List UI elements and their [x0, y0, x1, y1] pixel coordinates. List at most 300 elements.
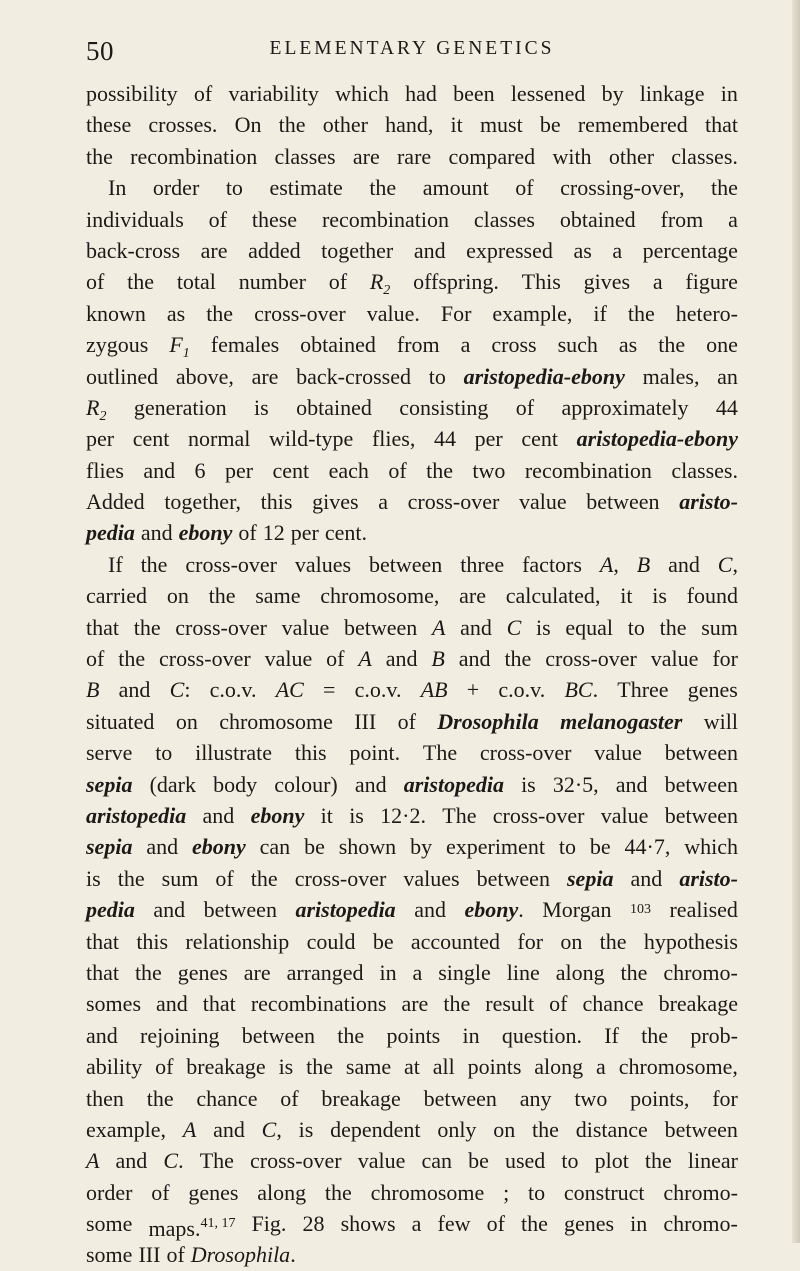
word: is [298, 1116, 314, 1142]
word: together, [164, 489, 242, 515]
text-line [86, 549, 738, 580]
word: the [641, 1022, 669, 1048]
word: c.o.v. [209, 677, 257, 703]
word: chromo- [663, 1211, 738, 1237]
word: few [437, 1211, 471, 1237]
word: females [210, 332, 280, 358]
word: A [432, 614, 446, 640]
word: sepia [86, 771, 133, 797]
word: between [203, 897, 277, 923]
word: between [586, 489, 660, 515]
word: On [234, 112, 262, 138]
word: to [558, 834, 576, 860]
word: = [323, 677, 336, 703]
word: chromosome [219, 708, 333, 734]
word: on [493, 1116, 516, 1142]
word: per [474, 426, 503, 452]
word: value. [366, 300, 420, 326]
word: Added [86, 489, 145, 515]
word: order [152, 175, 200, 201]
word: example, [86, 1116, 167, 1142]
word: aristo- [679, 865, 738, 891]
word: If [604, 1022, 619, 1048]
word: between [664, 771, 738, 797]
word: cent [272, 457, 310, 483]
word: same [255, 583, 301, 609]
text-line [86, 957, 738, 988]
word: only [437, 1116, 477, 1142]
word: that [86, 928, 119, 954]
word: to [561, 1148, 579, 1174]
word: $R_2$ [369, 269, 391, 299]
word: between [241, 1022, 316, 1048]
word: and [668, 551, 700, 577]
word: A [358, 646, 372, 672]
word: could [306, 928, 356, 954]
word: at [403, 1054, 420, 1080]
word: hetero- [675, 300, 738, 326]
word: is [652, 583, 667, 609]
word: points [467, 1054, 522, 1080]
word: cent. [324, 520, 367, 546]
word: cent [521, 426, 559, 452]
word: possibility [86, 81, 178, 106]
word: chance [196, 1085, 258, 1111]
word: ebony [250, 802, 305, 828]
word: and [153, 897, 186, 923]
word: sum [701, 614, 738, 640]
word: are [243, 959, 271, 985]
text-line [86, 78, 738, 109]
word: aristopedia-ebony [463, 363, 625, 389]
word: is [254, 394, 269, 420]
word: with [552, 143, 592, 169]
word: point. [349, 740, 401, 766]
word: for [712, 646, 738, 672]
text-line [86, 141, 738, 172]
page-number: 50 [86, 36, 114, 66]
text-line [86, 172, 738, 203]
word: the [443, 991, 471, 1017]
word: classes [274, 143, 336, 169]
word: shows [340, 1211, 396, 1237]
word: value [650, 646, 699, 672]
word: (dark [149, 771, 196, 797]
word: expressed [466, 237, 553, 263]
word: somes [86, 991, 141, 1017]
word: rare [396, 143, 432, 169]
text-line [86, 612, 738, 643]
word: of [151, 1179, 170, 1205]
word: chromo- [663, 959, 738, 985]
word: A [86, 1148, 100, 1174]
word: question. [501, 1022, 582, 1048]
body-text [86, 78, 738, 1271]
text-line [86, 831, 738, 862]
word: a [378, 489, 388, 515]
word: relationship [185, 928, 290, 954]
word: For [440, 300, 472, 326]
text-line [86, 298, 738, 329]
text-line [86, 800, 738, 831]
word: cross-over [159, 646, 251, 672]
word: B [636, 551, 651, 577]
word: the [532, 1116, 559, 1142]
word: by [601, 81, 624, 106]
text-line [86, 863, 738, 894]
word: in [630, 1211, 648, 1237]
word: aristo- [679, 489, 738, 515]
word: of [155, 1054, 174, 1080]
word: that [86, 959, 119, 985]
word: value [600, 802, 649, 828]
word: of [238, 520, 257, 546]
word: If [108, 551, 123, 577]
word: offspring. [413, 269, 499, 295]
word: classes [473, 206, 535, 232]
word: found [686, 583, 738, 609]
word: of [486, 1211, 505, 1237]
word: C [506, 614, 522, 640]
word: approximately [561, 394, 689, 420]
word: points, [630, 1085, 690, 1111]
word: value [281, 614, 330, 640]
word: $F_1$ [169, 332, 190, 362]
word: to [155, 740, 173, 766]
word: flies [86, 457, 124, 483]
word: dependent [330, 1116, 421, 1142]
text-line [86, 266, 738, 297]
word: is [86, 865, 101, 891]
word: the [278, 112, 306, 138]
word: some [86, 1242, 133, 1268]
word: c.o.v. [498, 677, 546, 703]
text-line [86, 706, 738, 737]
word: along [555, 959, 605, 985]
word: be [589, 834, 611, 860]
word: and [413, 237, 446, 263]
word: B [86, 677, 100, 703]
word: individuals [86, 206, 184, 232]
word: crosses. [148, 112, 218, 138]
word: been [453, 81, 495, 106]
word: the [658, 332, 686, 358]
text-line [86, 329, 738, 360]
word: the [86, 143, 113, 169]
word: values [294, 551, 352, 577]
word: on [166, 583, 189, 609]
word: the [659, 614, 687, 640]
word: the [644, 1148, 672, 1174]
word: these [86, 112, 132, 138]
word: as [573, 237, 592, 263]
word: melanogaster [560, 708, 683, 734]
word: genes [687, 677, 738, 703]
word: 6 [194, 457, 206, 483]
word: as [166, 300, 186, 326]
word: genes [177, 959, 228, 985]
word: a [728, 206, 738, 232]
word: variability [228, 81, 319, 106]
word: cross-over [492, 802, 585, 828]
word: per [86, 426, 115, 452]
word: from [660, 206, 704, 232]
word: number [238, 269, 306, 295]
word: body [213, 771, 258, 797]
word: is [349, 802, 364, 828]
word: Drosophila. [190, 1242, 296, 1268]
word: The [422, 740, 458, 766]
word: is [278, 1054, 294, 1080]
word: the [520, 1211, 548, 1237]
word: illustrate [195, 740, 273, 766]
word: the [117, 865, 145, 891]
word: c.o.v. [354, 677, 402, 703]
word: the [324, 1179, 352, 1205]
word: aristopedia [295, 897, 396, 923]
text-line [86, 1020, 738, 1051]
word: then [86, 1085, 124, 1111]
word: are [401, 991, 429, 1017]
word: 44 [434, 426, 456, 452]
word: the [620, 959, 648, 985]
word: breakage [186, 1054, 266, 1080]
word: Morgan [542, 897, 612, 923]
word: Drosophila [437, 708, 539, 734]
word: other [608, 143, 655, 169]
text-line [86, 580, 738, 611]
word: and [460, 614, 492, 640]
word: sum [161, 865, 199, 891]
word: cross-over [185, 551, 277, 577]
word: breakage [658, 991, 738, 1017]
word: recombination [321, 206, 450, 232]
word: that [704, 112, 738, 138]
word: A, [599, 551, 619, 577]
word: gives [583, 269, 631, 295]
word: + [466, 677, 480, 703]
page-header [86, 36, 738, 66]
word: the [206, 300, 234, 326]
word: cent [132, 426, 170, 452]
word: zygous [86, 332, 149, 358]
word: 44·7, [624, 834, 671, 860]
word: cross-over [175, 614, 267, 640]
text-line [86, 1114, 738, 1145]
word: same [345, 1054, 392, 1080]
word: calculated, [505, 583, 601, 609]
text-line [86, 674, 738, 705]
word: figure [685, 269, 738, 295]
word: the [118, 646, 146, 672]
word: ebony. [464, 897, 524, 923]
word: that [202, 991, 236, 1017]
word: AB [420, 677, 448, 703]
word: the [140, 551, 168, 577]
word: the [627, 300, 655, 326]
word: between [664, 802, 738, 828]
word: 44 [715, 394, 738, 420]
word: linear [687, 1148, 738, 1174]
word: hypothesis [643, 928, 738, 954]
text-line [86, 423, 738, 454]
word: of [515, 394, 535, 420]
word: In [108, 175, 127, 201]
word: BC. [564, 677, 599, 703]
word: between [369, 551, 443, 577]
word: colour) [274, 771, 338, 797]
word: and [354, 771, 387, 797]
word: Three [617, 677, 669, 703]
word: be [539, 112, 561, 138]
word: The [199, 1148, 234, 1174]
word: ; [503, 1179, 510, 1205]
word: had [405, 81, 437, 106]
word: be [304, 834, 325, 860]
word: three [460, 551, 505, 577]
word: rejoining [140, 1022, 220, 1048]
word: of [280, 1085, 299, 1111]
word: along [534, 1054, 584, 1080]
word: for [517, 928, 544, 954]
word: be [372, 928, 394, 954]
word: and [115, 1148, 148, 1174]
word: between [344, 614, 418, 640]
word: and [156, 991, 188, 1017]
word: C, [717, 551, 738, 577]
word: The [442, 802, 477, 828]
text-line [86, 769, 738, 800]
word: each [328, 457, 369, 483]
word: can [259, 834, 291, 860]
text-line [86, 894, 738, 925]
word: can [421, 1148, 452, 1174]
word: of [515, 175, 534, 201]
word: total [176, 269, 216, 295]
word: experiment [445, 834, 545, 860]
word: and [86, 1022, 118, 1048]
word: between [664, 1116, 738, 1142]
word: the [369, 175, 397, 201]
word: which [684, 834, 738, 860]
word: on [560, 928, 583, 954]
word: are [352, 143, 380, 169]
word: a [460, 332, 471, 358]
word: crossing-over, [560, 175, 685, 201]
word: III [354, 708, 377, 734]
word: situated [86, 708, 155, 734]
word: the [250, 865, 278, 891]
word: shown [338, 834, 397, 860]
word: cross-over [254, 300, 346, 326]
word: as [618, 332, 638, 358]
text-line [86, 517, 738, 548]
word: plot [594, 1148, 629, 1174]
word: the [426, 457, 453, 483]
word: flies, [371, 426, 416, 452]
word: are [251, 363, 279, 389]
word: which [335, 81, 389, 106]
word: compared [448, 143, 536, 169]
word: two [574, 1085, 608, 1111]
word: the [208, 583, 236, 609]
word: equal [565, 614, 614, 640]
word: carried [86, 583, 148, 609]
word: the [504, 646, 532, 672]
word: genes [563, 1211, 615, 1237]
word: to [428, 363, 446, 389]
word: are [200, 237, 228, 263]
word: of [326, 646, 345, 672]
text-line [86, 361, 738, 392]
word: the [306, 1054, 334, 1080]
word: wild-type [269, 426, 354, 452]
word: maps.$^{41, 17}$ [148, 1216, 236, 1242]
word: prob- [690, 1022, 738, 1048]
word: consisting [399, 394, 489, 420]
word: of [549, 991, 568, 1017]
word: 12·2. [380, 802, 426, 828]
word: it [320, 802, 333, 828]
word: and [140, 520, 173, 546]
word: one [706, 332, 738, 358]
word: in [720, 81, 738, 106]
running-head: ELEMENTARY GENETICS [269, 38, 555, 59]
word: distance [575, 1116, 648, 1142]
word: B [431, 646, 445, 672]
word: aristopedia-ebony [576, 426, 738, 452]
word: the [599, 928, 627, 954]
word: cross-over [249, 1148, 342, 1174]
text-line [86, 1208, 738, 1242]
word: the [146, 1085, 174, 1111]
word: 12 [262, 520, 285, 546]
word: a [612, 237, 623, 263]
word: cross [491, 332, 537, 358]
word: value [594, 740, 642, 766]
word: 32·5, [552, 771, 599, 797]
text-line [86, 643, 738, 674]
text-line [86, 392, 738, 423]
word: by [410, 834, 433, 860]
word: the [337, 1022, 365, 1048]
word: two [472, 457, 506, 483]
word: from [396, 332, 440, 358]
text-line [86, 1083, 738, 1114]
word: chance [582, 991, 644, 1017]
word: outlined [86, 363, 159, 389]
page-edge-shadow [792, 0, 800, 1243]
word: the [133, 614, 161, 640]
word: cross-over [479, 740, 572, 766]
text-line [86, 486, 738, 517]
word: known [86, 300, 146, 326]
word: are [459, 583, 486, 609]
text-line [86, 235, 738, 266]
word: generation [133, 394, 227, 420]
word: a [411, 1211, 422, 1237]
word: is [521, 771, 536, 797]
word: and [414, 897, 446, 923]
word: between [476, 865, 550, 891]
word: other [322, 112, 368, 138]
word: This [521, 269, 561, 295]
word: linkage [639, 81, 705, 106]
word: value [518, 489, 567, 515]
word: must [479, 112, 523, 138]
word: of [397, 708, 416, 734]
word: of [215, 865, 234, 891]
